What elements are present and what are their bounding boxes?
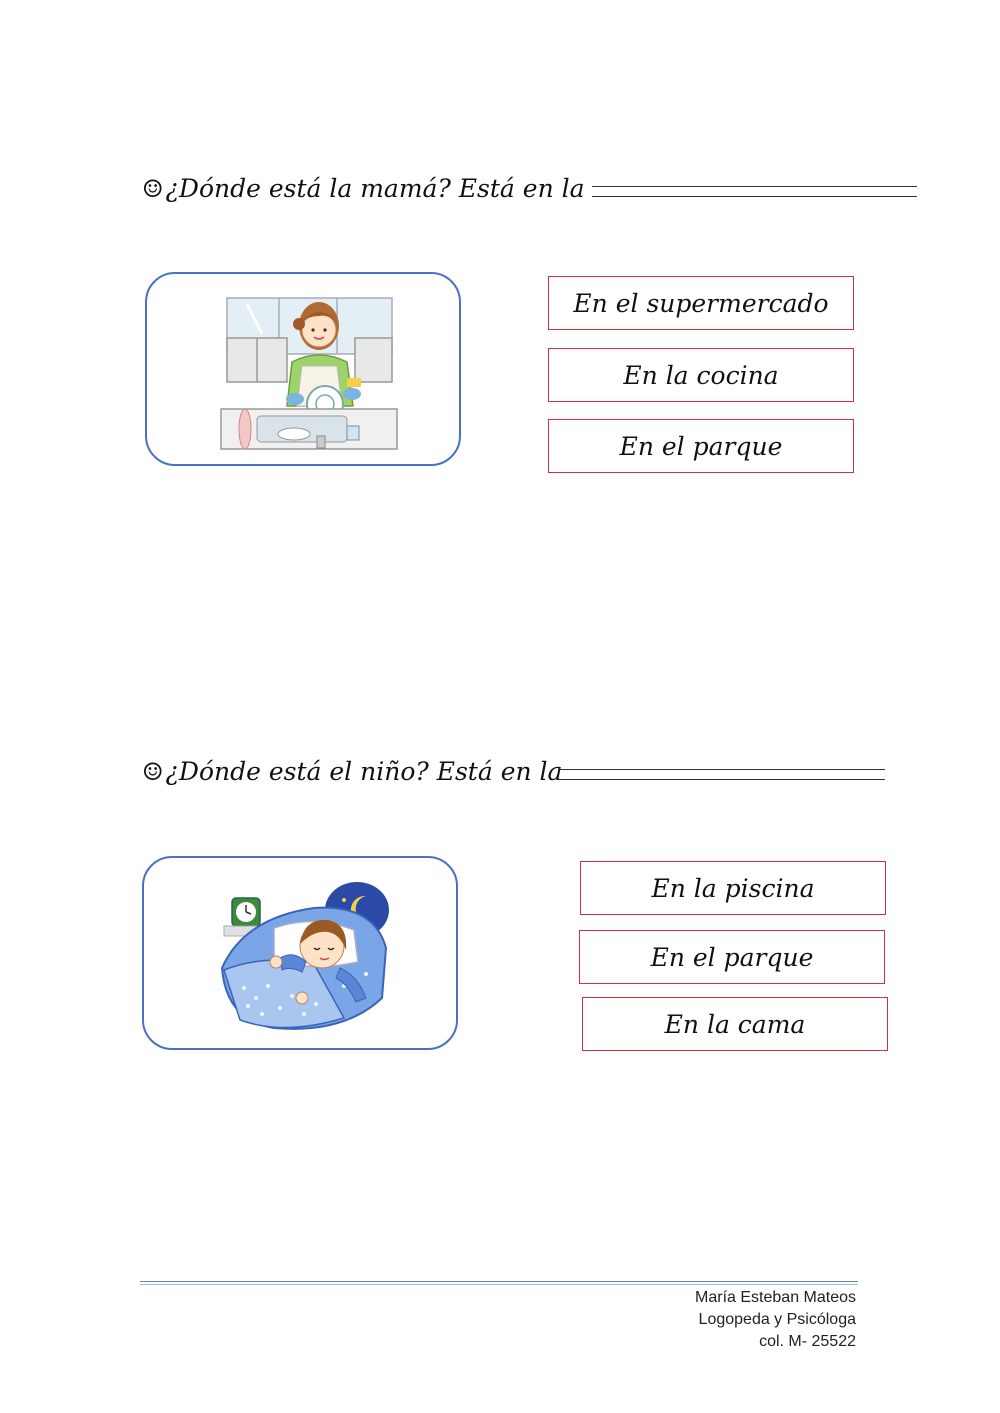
question-2-text: ¿Dónde está el niño? Está en la bbox=[165, 757, 563, 786]
question-1-text: ¿Dónde está la mamá? Está en la bbox=[165, 174, 585, 203]
option-cocina[interactable]: En la cocina bbox=[548, 348, 854, 402]
author-license: col. M- 25522 bbox=[759, 1333, 856, 1350]
smiley-icon: ☺ bbox=[142, 175, 164, 203]
footer-author bbox=[695, 1287, 856, 1353]
option-supermercado[interactable]: En el supermercado bbox=[548, 276, 854, 330]
footer-divider bbox=[140, 1281, 858, 1285]
author-name: María Esteban Mateos bbox=[695, 1289, 856, 1306]
mother-washing-dishes-illustration bbox=[147, 274, 459, 464]
question-2 bbox=[142, 757, 562, 786]
option-cama[interactable]: En la cama bbox=[582, 997, 888, 1051]
option-parque-2[interactable]: En el parque bbox=[579, 930, 885, 984]
boy-sleeping-illustration bbox=[144, 858, 456, 1048]
answer-line-1[interactable] bbox=[592, 186, 917, 197]
smiley-icon: ☺ bbox=[142, 758, 164, 786]
answer-line-2[interactable] bbox=[558, 769, 885, 780]
author-profession: Logopeda y Psicóloga bbox=[698, 1311, 856, 1328]
picture-mother-kitchen bbox=[145, 272, 461, 466]
picture-boy-bed bbox=[142, 856, 458, 1050]
option-piscina[interactable]: En la piscina bbox=[580, 861, 886, 915]
option-parque[interactable]: En el parque bbox=[548, 419, 854, 473]
question-1 bbox=[142, 174, 585, 203]
